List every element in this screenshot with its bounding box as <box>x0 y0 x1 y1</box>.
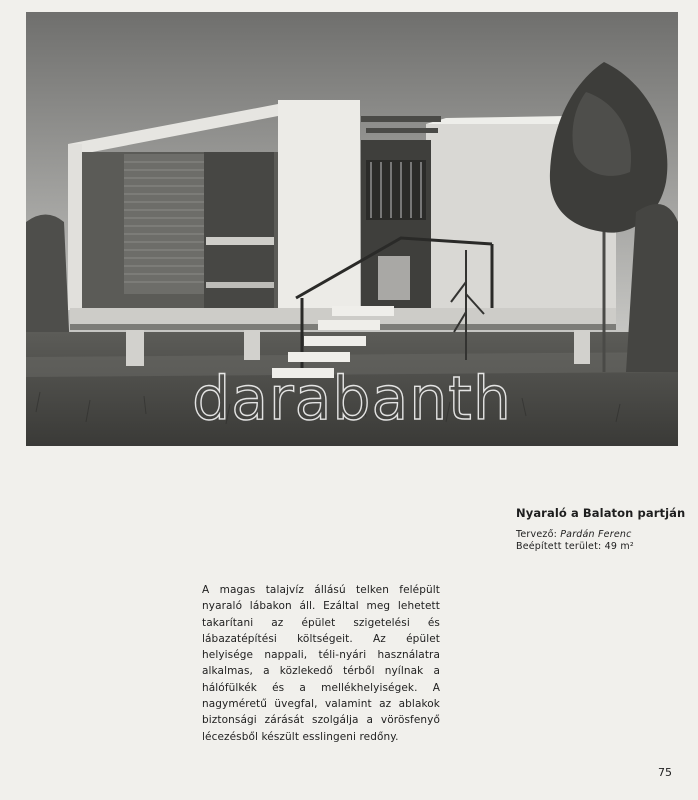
area-line <box>516 541 691 553</box>
area-value: 49 m² <box>604 541 634 552</box>
watermark: darabanth <box>192 364 512 434</box>
photo-caption <box>516 506 691 553</box>
caption-title: Nyaraló a Balaton partján <box>516 506 686 520</box>
house-photo <box>26 12 678 446</box>
area-label: Beépített terület: <box>516 541 602 552</box>
page-number: 75 <box>658 766 672 779</box>
description-paragraph: A magas talajvíz állású telken felépült nyaraló lábakon áll. Ezáltal meg lehetett takarítani az épület szigetelési és lábazatépítési költségeit. Az épület helyisége nappali, téli-nyári használatra alkalmas, a közlekedő térből nyílnak a hálófülkék és a mellékhelyiségek. A nagyméretű üvegfal, valamint az ablakok biztonsági zárását szolgálja a vörösfenyő lécezésből készült esslingeni redőny. <box>202 584 440 743</box>
designer-line <box>516 529 691 541</box>
designer-name: Pardán Ferenc <box>560 529 632 540</box>
designer-label: Tervező: <box>516 529 558 540</box>
